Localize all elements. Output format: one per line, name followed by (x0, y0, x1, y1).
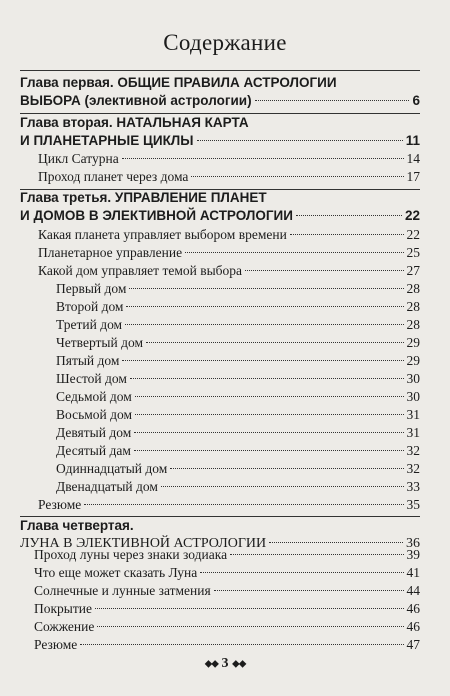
page-number: 46 (406, 619, 420, 634)
chapter-1[interactable] (20, 74, 420, 110)
page-number: 6 (412, 93, 420, 108)
toc-entry[interactable]: Девятый дом 31 (56, 425, 420, 440)
page-number: 28 (406, 299, 420, 314)
dot-leader (146, 342, 404, 343)
chapter-title-line1: Глава первая. ОБЩИЕ ПРАВИЛА АСТРОЛОГИИ (20, 75, 337, 90)
dot-leader (170, 468, 403, 469)
dot-leader (134, 450, 404, 451)
dot-leader (296, 215, 402, 216)
dot-leader (84, 504, 403, 505)
toc-entry[interactable]: Какой дом управляет темой выбора 27 (38, 263, 420, 278)
toc-entry[interactable]: Проход луны через знаки зодиака 39 (34, 547, 420, 562)
dot-leader (197, 140, 403, 141)
page-number: 22 (404, 208, 420, 223)
toc-entry[interactable]: Двенадцатый дом 33 (56, 479, 420, 494)
page-number: 29 (406, 353, 420, 368)
page-number: 36 (406, 536, 420, 551)
dot-leader (126, 306, 403, 307)
toc-entry[interactable]: Что еще может сказать Луна 41 (34, 565, 420, 580)
page-number: 35 (406, 497, 420, 512)
dot-leader (80, 644, 403, 645)
toc-entry[interactable]: Какая планета управляет выбором времени 22 (38, 227, 420, 242)
page-title: Содержание (163, 30, 287, 55)
page-number: 41 (406, 565, 420, 580)
dot-leader (161, 486, 404, 487)
page-number: 30 (406, 389, 420, 404)
page-number: 11 (405, 133, 420, 148)
chapter-title-line2: ВЫБОРА (элективной астрологии) 6 (20, 93, 420, 108)
dot-leader (245, 270, 403, 271)
dot-leader (97, 626, 403, 627)
dot-leader (269, 542, 403, 543)
toc-entry[interactable]: Пятый дом 29 (56, 353, 420, 368)
page-number: 32 (406, 461, 420, 476)
chapter-title-line2: И ДОМОВ В ЭЛЕКТИВНОЙ АСТРОЛОГИИ 22 (20, 208, 420, 223)
chapter-3[interactable] (20, 189, 420, 225)
page-number: 31 (406, 425, 420, 440)
dot-leader (185, 252, 403, 253)
page-footer (0, 656, 450, 672)
dot-leader (214, 590, 404, 591)
dot-leader (135, 414, 403, 415)
dot-leader (135, 396, 404, 397)
chapter-title-line1: Глава вторая. НАТАЛЬНАЯ КАРТА (20, 115, 249, 130)
page-number: 33 (406, 479, 420, 494)
chapter-title-line2: ЛУНА В ЭЛЕКТИВНОЙ АСТРОЛОГИИ 36 (20, 536, 420, 551)
toc-entry[interactable]: Проход планет через дома 17 (38, 169, 420, 184)
page-number: 28 (406, 281, 420, 296)
page-number: 44 (406, 583, 420, 598)
toc-entry[interactable]: Покрытие 46 (34, 601, 420, 616)
dot-leader (125, 324, 403, 325)
page-number: 14 (406, 151, 420, 166)
toc-entry[interactable]: Солнечные и лунные затмения 44 (34, 583, 420, 598)
page-number: 39 (406, 547, 420, 562)
chapter-title-line1: Глава третья. УПРАВЛЕНИЕ ПЛАНЕТ (20, 190, 267, 205)
divider (20, 70, 420, 71)
chapter-title-line2: И ПЛАНЕТАРНЫЕ ЦИКЛЫ 11 (20, 133, 420, 148)
toc-entry[interactable]: Шестой дом 30 (56, 371, 420, 386)
page-number: 32 (406, 443, 420, 458)
toc-entry[interactable]: Первый дом 28 (56, 281, 420, 296)
page-number: 31 (406, 407, 420, 422)
toc-entry[interactable]: Второй дом 28 (56, 299, 420, 314)
dot-leader (290, 234, 404, 235)
page-number: 17 (406, 169, 420, 184)
page-number: 47 (406, 637, 420, 652)
ornament-left-icon: ◆◆ (204, 658, 218, 670)
page-number: 25 (406, 245, 420, 260)
ornament-right-icon: ◆◆ (232, 658, 246, 670)
toc-entry[interactable]: Резюме 35 (38, 497, 420, 512)
toc-entry[interactable]: Резюме 47 (34, 637, 420, 652)
chapter-title-line1: Глава четвертая. (20, 518, 134, 533)
page-number: 27 (406, 263, 420, 278)
dot-leader (230, 554, 403, 555)
toc-entry[interactable]: Цикл Сатурна 14 (38, 151, 420, 166)
page-number: 30 (406, 371, 420, 386)
toc-entry[interactable]: Третий дом 28 (56, 317, 420, 332)
toc-entry[interactable]: Четвертый дом 29 (56, 335, 420, 350)
page-number-footer: 3 (221, 656, 229, 671)
toc-entry[interactable]: Одиннадцатый дом 32 (56, 461, 420, 476)
dot-leader (134, 432, 403, 433)
dot-leader (129, 288, 403, 289)
dot-leader (200, 572, 403, 573)
page-number: 28 (406, 317, 420, 332)
page-number: 46 (406, 601, 420, 616)
chapter-2[interactable] (20, 114, 420, 150)
page-number: 29 (406, 335, 420, 350)
toc-entry[interactable]: Седьмой дом 30 (56, 389, 420, 404)
toc-entry[interactable]: Планетарное управление 25 (38, 245, 420, 260)
toc-entry[interactable]: Сожжение 46 (34, 619, 420, 634)
toc-entry[interactable]: Десятый дам 32 (56, 443, 420, 458)
toc-entry[interactable]: Восьмой дом 31 (56, 407, 420, 422)
dot-leader (255, 100, 410, 101)
dot-leader (95, 608, 404, 609)
dot-leader (191, 176, 403, 177)
dot-leader (122, 158, 404, 159)
dot-leader (122, 360, 403, 361)
page-number: 22 (406, 227, 420, 242)
dot-leader (130, 378, 404, 379)
